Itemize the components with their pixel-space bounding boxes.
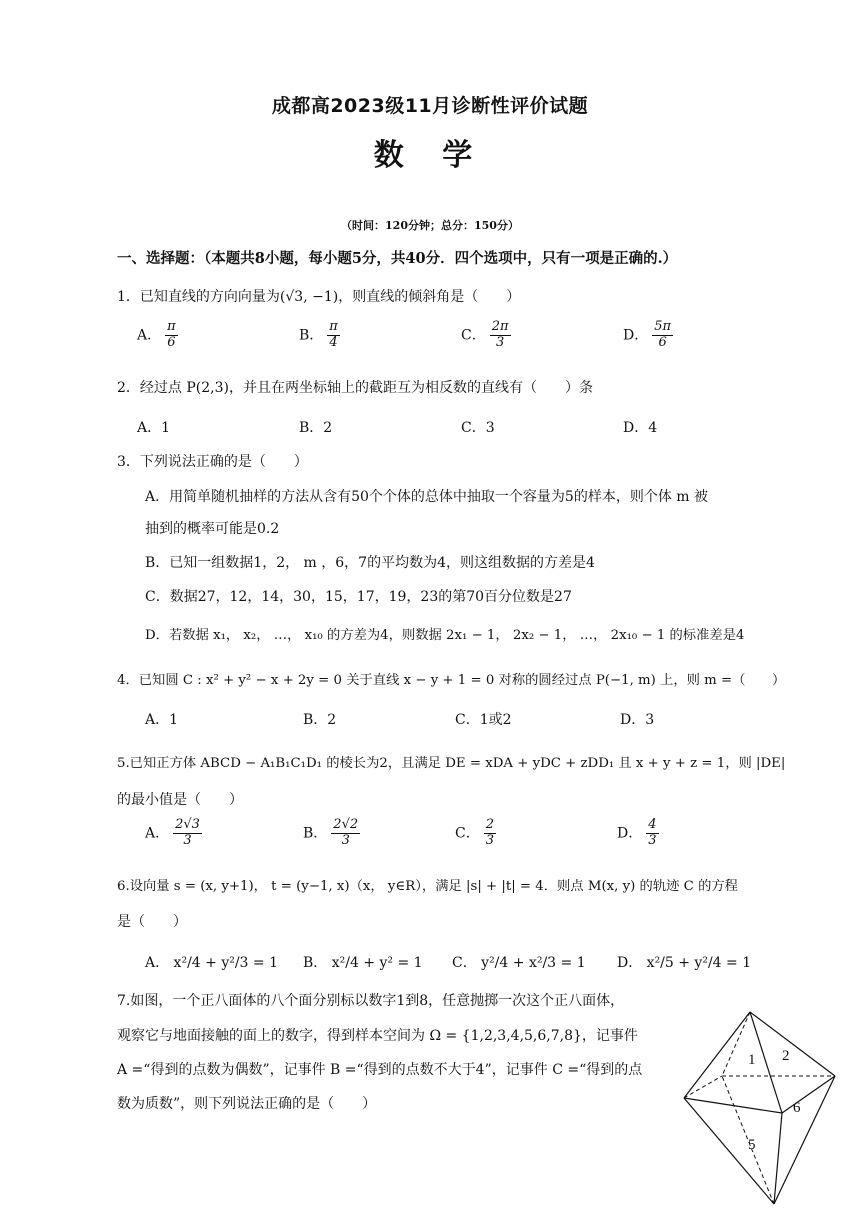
fraction: $\frac{\pi}{4}$ — [329, 319, 338, 350]
q6-stem-line2: 是（ ） — [117, 914, 187, 930]
face-label-5: 5 — [748, 1137, 756, 1153]
q3-option-c: C．数据27，12，14，30，15，17，19，23的第70百分位数是27 — [145, 589, 572, 605]
q2-option-c: C．3 — [461, 420, 495, 436]
q6-stem-line1: 6.设向量 s = (x, y+1)， t = (y−1, x)（x， y∈R），满足 |s| + |t| = 4．则点 M(x, y) 的轨迹 C 的方程 — [117, 879, 738, 894]
option-label: A． — [145, 825, 170, 842]
option-label: A． — [137, 327, 162, 344]
page-title: 成都高2023级11月诊断性评价试题 — [271, 95, 589, 117]
edge — [684, 1098, 782, 1113]
fraction: $\frac{2√2}{3}$ — [333, 817, 359, 848]
fraction: $\frac{2}{3}$ — [485, 817, 494, 848]
q2-option-d: D．4 — [623, 420, 658, 436]
q5-stem-line1: 5.已知正方体 ABCD − A₁B₁C₁D₁ 的棱长为2，且满足 DE = xDA + yDC + zDD₁ 且 x + y + z = 1，则 |DE| — [117, 756, 786, 771]
option-label: D． — [617, 825, 643, 842]
q6-option-b: B． x²/4 + y² = 1 — [303, 955, 423, 971]
q4-option-c: C．1或2 — [455, 712, 512, 728]
q1-stem: 1．已知直线的方向向量为(√3, −1)，则直线的倾斜角是（ ） — [117, 289, 521, 305]
edge — [684, 1012, 750, 1098]
q3-option-d: D．若数据 x₁， x₂， …， x₁₀ 的方差为4，则数据 2x₁ − 1， 2x₂ − 1， …， 2x₁₀ − 1 的标准差是4 — [145, 628, 745, 643]
face-label-6: 6 — [793, 1100, 801, 1116]
section-heading: 一、选择题：（本题共8小题，每小题5分，共40分．四个选项中，只有一项是正确的.） — [117, 250, 678, 267]
fraction: $\frac{\pi}{6}$ — [167, 319, 176, 350]
q7-line2: 观察它与地面接触的面上的数字，得到样本空间为 Ω = {1,2,3,4,5,6,7,8}，记事件 — [117, 1028, 638, 1044]
q5-option-c — [455, 818, 496, 849]
option-label: C． — [455, 825, 480, 842]
q6-option-d: D． x²/5 + y²/4 = 1 — [617, 955, 752, 971]
fraction: $\frac{5\pi}{6}$ — [654, 319, 672, 350]
q4-option-d: D．3 — [620, 712, 655, 728]
fraction: $\frac{2\pi}{3}$ — [491, 319, 509, 350]
face-label-2: 2 — [782, 1048, 790, 1064]
q1-option-b — [299, 320, 340, 351]
hidden-edge — [684, 1076, 722, 1098]
q2-option-b: B．2 — [299, 420, 333, 436]
option-label: D． — [623, 327, 649, 344]
fraction: $\frac{2√3}{3}$ — [175, 817, 200, 848]
q5-stem-line2: 的最小值是（ ） — [117, 792, 243, 808]
q3-option-a-line2: 抽到的概率可能是0.2 — [145, 521, 280, 537]
q7-line4: 数为质数”，则下列说法正确的是（ ） — [117, 1096, 377, 1112]
q4-option-a: A．1 — [145, 712, 179, 728]
hidden-edge — [722, 1012, 750, 1076]
option-label: B． — [303, 825, 328, 842]
q1-option-a — [137, 320, 178, 351]
q7-line1: 7.如图，一个正八面体的八个面分别标以数字1到8，任意抛掷一次这个正八面体， — [117, 993, 625, 1009]
fraction: $\frac{4}{3}$ — [648, 817, 657, 848]
q4-stem: 4．已知圆 C : x² + y² − x + 2y = 0 关于直线 x − y + 1 = 0 对称的圆经过点 P(−1, m) 上，则 m =（ ） — [117, 673, 786, 688]
q6-option-a: A． x²/4 + y²/3 = 1 — [145, 955, 279, 971]
q3-option-b: B．已知一组数据1，2， m ，6，7的平均数为4，则这组数据的方差是4 — [145, 555, 595, 571]
edge — [750, 1012, 835, 1076]
subject-title: 数 学 — [373, 138, 487, 173]
q5-option-d — [617, 818, 659, 849]
q6-option-c: C． y²/4 + x²/3 = 1 — [452, 955, 586, 971]
octahedron-figure — [678, 1008, 843, 1208]
q5-option-b — [303, 818, 360, 849]
q3-option-a-line1: A．用简单随机抽样的方法从含有50个个体的总体中抽取一个容量为5的样本，则个体 m 被 — [145, 489, 709, 505]
face-label-1: 1 — [748, 1052, 756, 1068]
q7-line3: A =“得到的点数为偶数”，记事件 B =“得到的点数不大于4”，记事件 C =“得到的点 — [117, 1062, 643, 1078]
time-info: （时间：120分钟；总分：150分） — [341, 219, 519, 232]
q3-stem: 3．下列说法正确的是（ ） — [117, 454, 308, 470]
q5-option-a — [145, 818, 202, 849]
q1-option-c — [461, 320, 511, 351]
q2-stem: 2．经过点 P(2,3)，并且在两坐标轴上的截距互为相反数的直线有（ ）条 — [117, 380, 593, 396]
option-label: C． — [461, 327, 486, 344]
edge — [774, 1076, 835, 1204]
q4-option-b: B．2 — [303, 712, 337, 728]
edge — [782, 1076, 835, 1113]
q2-option-a: A．1 — [137, 420, 171, 436]
q1-option-d — [623, 320, 673, 351]
option-label: B． — [299, 327, 324, 344]
edge — [684, 1098, 774, 1204]
